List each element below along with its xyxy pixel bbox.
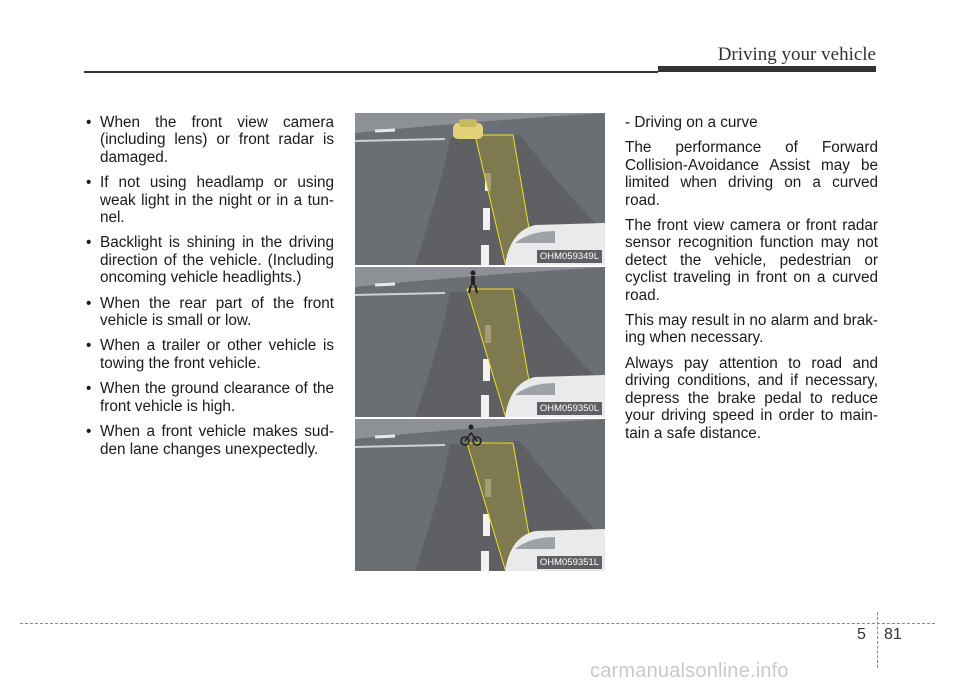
right-column: [625, 114, 878, 450]
left-column: [86, 114, 334, 466]
paragraph: The front view camera or front radar sensor recognition function may not detect the vehicle, pedestrian or cyclist traveling in front on a curved road.: [625, 217, 878, 304]
paragraph: This may result in no alarm and brak- ing when necessary.: [625, 312, 878, 347]
bullet-glyph: •: [86, 114, 92, 131]
road-illustration: [355, 113, 605, 265]
bullet-list: [86, 114, 334, 458]
figure-curve-car: [355, 113, 605, 265]
figure-code: OHM059350L: [537, 402, 602, 415]
list-item: [86, 295, 334, 330]
road-illustration: [355, 419, 605, 571]
paragraph: The performance of Forward Collision-Avoidance Assist may be limited when driving on a curved road.: [625, 139, 878, 209]
header-title: Driving your vehicle: [717, 44, 876, 65]
list-item-text: When the rear part of the front vehicle is small or low.: [100, 294, 334, 330]
list-item: [86, 423, 334, 458]
watermark: carmanualsonline.info: [590, 660, 789, 682]
bullet-glyph: •: [86, 174, 92, 192]
bullet-glyph: •: [86, 294, 92, 312]
figure-code: OHM059349L: [537, 250, 602, 263]
figure-curve-pedestrian: [355, 267, 605, 417]
road-illustration: [355, 267, 605, 417]
bullet-glyph: •: [86, 234, 92, 252]
list-item-text: If not using headlamp or using weak light in the night or in a tun- nel.: [100, 174, 334, 227]
bullet-glyph: •: [86, 380, 92, 398]
figure-curve-cyclist: [355, 419, 605, 571]
footer-dashed-rule: [20, 623, 935, 624]
list-item-text: When the ground clearance of the front vehicle is high.: [100, 380, 334, 415]
list-item-text: Backlight is shining in the driving direction of the vehicle. (Including oncoming vehicle headlights.): [100, 234, 334, 287]
bullet-glyph: •: [86, 423, 92, 441]
footer-dashed-divider: [877, 612, 878, 668]
list-item-text: When a trailer or other vehicle is towing the front vehicle.: [100, 337, 334, 372]
figure-code: OHM059351L: [537, 556, 602, 569]
list-item: [86, 234, 334, 286]
section-heading: - Driving on a curve: [625, 114, 758, 131]
list-item: [86, 174, 334, 226]
page-section-number: 5: [857, 626, 866, 643]
header-rule-thick: [658, 66, 876, 72]
list-item-text: When the front view camera (including lens) or front radar is damaged.: [100, 114, 334, 166]
list-item: [86, 380, 334, 415]
bullet-glyph: •: [86, 337, 92, 355]
list-item-text: When a front vehicle makes sud- den lane changes unexpectedly.: [100, 423, 334, 458]
paragraph: Always pay attention to road and driving conditions, and if necessary, depress the brake pedal to reduce your driving speed in order to main- tain a safe distance.: [625, 354, 878, 442]
list-item: [86, 114, 334, 166]
list-item: [86, 337, 334, 372]
header-rule-thin: [84, 71, 658, 73]
page-number: 81: [884, 626, 902, 643]
